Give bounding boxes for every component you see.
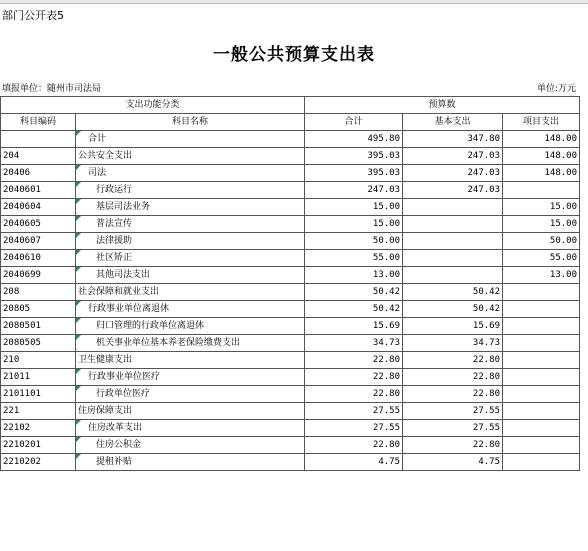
row-total-cell[interactable]: 495.80 [305, 131, 403, 148]
row-basic-cell[interactable]: 247.03 [403, 165, 503, 182]
row-project-cell[interactable] [503, 301, 580, 318]
header-column-row [1, 114, 580, 131]
cell-note-marker-icon [76, 301, 81, 306]
row-basic-cell[interactable]: 34.73 [403, 335, 503, 352]
row-name-cell[interactable] [76, 454, 305, 471]
row-code-cell[interactable]: 2210202 [1, 454, 76, 471]
row-total-cell[interactable]: 4.75 [305, 454, 403, 471]
table-row [1, 454, 580, 471]
row-name-cell[interactable] [76, 386, 305, 403]
row-name-text: 基层司法业务 [96, 202, 151, 212]
row-code-cell[interactable]: 2210201 [1, 437, 76, 454]
row-code-cell[interactable]: 22102 [1, 420, 76, 437]
row-name-text: 行政单位医疗 [96, 389, 151, 399]
row-name-text: 机关事业单位基本养老保险缴费支出 [96, 338, 241, 348]
cell-note-marker-icon [76, 182, 81, 187]
row-name-cell[interactable] [76, 233, 305, 250]
row-basic-cell[interactable]: 247.03 [403, 148, 503, 165]
row-name-cell[interactable] [76, 250, 305, 267]
cell-note-marker-icon [76, 335, 81, 340]
header-code[interactable]: 科目编码 [1, 114, 76, 131]
row-name-text: 住房公积金 [96, 440, 142, 450]
page-title: 一般公共预算支出表 [213, 45, 375, 65]
cell-note-marker-icon [76, 420, 81, 425]
row-basic-cell[interactable]: 50.42 [403, 284, 503, 301]
cell-note-marker-icon [76, 437, 81, 442]
row-basic-cell[interactable]: 50.42 [403, 301, 503, 318]
row-total-cell[interactable]: 395.03 [305, 148, 403, 165]
row-code-cell[interactable]: 2040607 [1, 233, 76, 250]
header-total[interactable]: 合计 [305, 114, 403, 131]
row-total-cell[interactable]: 22.80 [305, 386, 403, 403]
table-row [1, 182, 580, 199]
row-basic-cell[interactable]: 4.75 [403, 454, 503, 471]
row-project-cell[interactable] [503, 454, 580, 471]
cell-note-marker-icon [76, 131, 81, 136]
table-row [1, 301, 580, 318]
row-project-cell[interactable]: 13.00 [503, 267, 580, 284]
row-name-text: 司法 [88, 168, 107, 178]
row-total-cell[interactable]: 15.00 [305, 199, 403, 216]
table-row [1, 420, 580, 437]
cell-note-marker-icon [76, 318, 81, 323]
row-project-cell[interactable]: 148.00 [503, 148, 580, 165]
row-project-cell[interactable]: 15.00 [503, 216, 580, 233]
row-name-text: 公共安全支出 [78, 151, 133, 161]
row-basic-cell[interactable] [403, 233, 503, 250]
row-name-text: 归口管理的行政单位离退休 [96, 321, 205, 331]
row-name-text: 行政事业单位离退休 [88, 304, 170, 314]
sheet-tag: 部门公开表5 [2, 9, 64, 22]
row-basic-cell[interactable]: 15.69 [403, 318, 503, 335]
row-code-cell[interactable]: 221 [1, 403, 76, 420]
row-code-cell[interactable]: 2080501 [1, 318, 76, 335]
cell-note-marker-icon [76, 199, 81, 204]
header-budget-amount[interactable]: 预算数 [305, 97, 580, 114]
row-name-cell[interactable] [76, 284, 305, 301]
header-name[interactable]: 科目名称 [76, 114, 305, 131]
row-total-cell[interactable]: 27.55 [305, 420, 403, 437]
row-project-cell[interactable] [503, 420, 580, 437]
row-basic-cell[interactable]: 22.80 [403, 386, 503, 403]
header-project[interactable]: 项目支出 [503, 114, 580, 131]
cell-note-marker-icon [76, 454, 81, 459]
row-project-cell[interactable] [503, 284, 580, 301]
row-name-cell[interactable] [76, 352, 305, 369]
row-name-cell[interactable] [76, 369, 305, 386]
table-row [1, 148, 580, 165]
row-code-cell[interactable]: 210 [1, 352, 76, 369]
sheet-top-border [0, 0, 588, 4]
row-total-cell[interactable]: 22.80 [305, 352, 403, 369]
row-project-cell[interactable]: 55.00 [503, 250, 580, 267]
row-basic-cell[interactable]: 347.80 [403, 131, 503, 148]
row-project-cell[interactable] [503, 352, 580, 369]
row-total-cell[interactable]: 22.80 [305, 437, 403, 454]
row-total-cell[interactable]: 34.73 [305, 335, 403, 352]
row-basic-cell[interactable] [403, 267, 503, 284]
row-code-cell[interactable]: 2080505 [1, 335, 76, 352]
row-name-text: 法律援助 [96, 236, 133, 246]
row-total-cell[interactable]: 15.00 [305, 216, 403, 233]
table-row [1, 284, 580, 301]
row-code-cell[interactable]: 20406 [1, 165, 76, 182]
row-total-cell[interactable]: 50.42 [305, 284, 403, 301]
row-project-cell[interactable]: 50.00 [503, 233, 580, 250]
header-group-row [1, 97, 580, 114]
table-row [1, 386, 580, 403]
table-row [1, 318, 580, 335]
row-project-cell[interactable]: 148.00 [503, 131, 580, 148]
row-name-text: 行政运行 [96, 185, 133, 195]
row-basic-cell[interactable] [403, 199, 503, 216]
row-name-cell[interactable] [76, 182, 305, 199]
cell-note-marker-icon [76, 267, 81, 272]
row-name-text: 合计 [88, 134, 107, 144]
table-row [1, 199, 580, 216]
table-row [1, 216, 580, 233]
row-code-cell[interactable]: 204 [1, 148, 76, 165]
row-total-cell[interactable]: 15.69 [305, 318, 403, 335]
header-function-class[interactable]: 支出功能分类 [1, 97, 305, 114]
row-name-cell[interactable] [76, 335, 305, 352]
row-total-cell[interactable]: 50.42 [305, 301, 403, 318]
cell-note-marker-icon [76, 250, 81, 255]
table-row [1, 369, 580, 386]
cell-note-marker-icon [76, 233, 81, 238]
row-code-cell[interactable]: 2040601 [1, 182, 76, 199]
row-basic-cell[interactable]: 27.55 [403, 420, 503, 437]
row-code-cell[interactable]: 2040604 [1, 199, 76, 216]
row-code-cell[interactable]: 208 [1, 284, 76, 301]
row-project-cell[interactable] [503, 386, 580, 403]
cell-note-marker-icon [76, 165, 81, 170]
row-total-cell[interactable]: 22.80 [305, 369, 403, 386]
header-basic[interactable]: 基本支出 [403, 114, 503, 131]
row-name-cell[interactable] [76, 301, 305, 318]
table-row [1, 403, 580, 420]
row-name-cell[interactable] [76, 199, 305, 216]
table-row [1, 335, 580, 352]
row-name-text: 住房保障支出 [78, 406, 133, 416]
row-name-cell[interactable] [76, 267, 305, 284]
row-name-cell[interactable] [76, 148, 305, 165]
row-name-text: 社区矫正 [96, 253, 133, 263]
row-name-cell[interactable] [76, 403, 305, 420]
currency-unit: 单位:万元 [536, 84, 576, 94]
row-name-cell[interactable] [76, 216, 305, 233]
row-project-cell[interactable]: 15.00 [503, 199, 580, 216]
table-row [1, 233, 580, 250]
table-row [1, 437, 580, 454]
row-name-text: 社会保障和就业支出 [78, 287, 160, 297]
table-row [1, 131, 580, 148]
row-basic-cell[interactable]: 22.80 [403, 369, 503, 386]
row-code-cell[interactable] [1, 131, 76, 148]
row-project-cell[interactable] [503, 437, 580, 454]
row-code-cell[interactable]: 20805 [1, 301, 76, 318]
row-name-text: 卫生健康支出 [78, 355, 133, 365]
row-total-cell[interactable]: 13.00 [305, 267, 403, 284]
row-total-cell[interactable]: 247.03 [305, 182, 403, 199]
row-project-cell[interactable] [503, 182, 580, 199]
row-total-cell[interactable]: 55.00 [305, 250, 403, 267]
table-row [1, 250, 580, 267]
row-name-cell[interactable] [76, 165, 305, 182]
row-name-cell[interactable] [76, 420, 305, 437]
row-name-text: 行政事业单位医疗 [88, 372, 161, 382]
row-project-cell[interactable] [503, 403, 580, 420]
row-name-text: 普法宣传 [96, 219, 133, 229]
row-basic-cell[interactable]: 247.03 [403, 182, 503, 199]
table-row [1, 165, 580, 182]
cell-note-marker-icon [76, 369, 81, 374]
cell-note-marker-icon [76, 386, 81, 391]
row-project-cell[interactable] [503, 335, 580, 352]
table-body [1, 131, 580, 471]
row-name-cell[interactable] [76, 318, 305, 335]
row-name-cell[interactable] [76, 131, 305, 148]
row-total-cell[interactable]: 395.03 [305, 165, 403, 182]
row-code-cell[interactable]: 2040610 [1, 250, 76, 267]
budget-table [0, 96, 580, 471]
row-code-cell[interactable]: 2101101 [1, 386, 76, 403]
reporting-unit: 填报单位：随州市司法局 [2, 84, 102, 94]
row-total-cell[interactable]: 27.55 [305, 403, 403, 420]
row-name-cell[interactable] [76, 437, 305, 454]
table-row [1, 267, 580, 284]
row-basic-cell[interactable]: 27.55 [403, 403, 503, 420]
cell-note-marker-icon [76, 216, 81, 221]
row-code-cell[interactable]: 2040605 [1, 216, 76, 233]
row-total-cell[interactable]: 50.00 [305, 233, 403, 250]
row-name-text: 其他司法支出 [96, 270, 151, 280]
row-basic-cell[interactable] [403, 250, 503, 267]
row-name-text: 住房改革支出 [88, 423, 143, 433]
row-name-text: 提租补贴 [96, 457, 133, 467]
row-basic-cell[interactable] [403, 216, 503, 233]
table-row [1, 352, 580, 369]
row-project-cell[interactable]: 148.00 [503, 165, 580, 182]
row-code-cell[interactable]: 21011 [1, 369, 76, 386]
row-project-cell[interactable] [503, 318, 580, 335]
row-code-cell[interactable]: 2040699 [1, 267, 76, 284]
row-project-cell[interactable] [503, 369, 580, 386]
row-basic-cell[interactable]: 22.80 [403, 437, 503, 454]
row-basic-cell[interactable]: 22.80 [403, 352, 503, 369]
